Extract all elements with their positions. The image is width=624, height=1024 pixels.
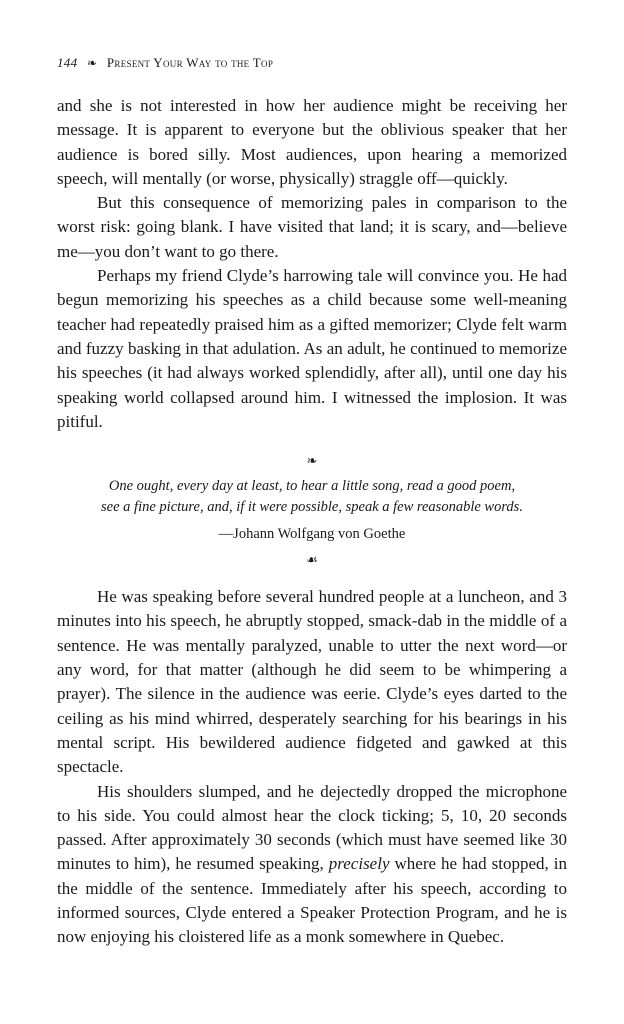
quote-attribution: —Johann Wolfgang von Goethe bbox=[218, 526, 406, 543]
paragraph: But this consequence of memorizing pales in comparison to the worst risk: going blank. I have visited that land; it is scary, and—believe me—you don’t want to go there. bbox=[57, 193, 567, 261]
fleuron-top-icon: ❧ bbox=[306, 453, 318, 469]
quote-line-2: see a fine picture, and, if it were possible, speak a few reasonable words. bbox=[101, 499, 523, 516]
text-run: where he had stopped, in the middle of the sentence. Immediately after his speech, according to informed sources, Clyde entered a Speaker Protection Program, and he is now enjoying his cloistered life as a monk somewhere in Quebec. bbox=[57, 854, 567, 947]
paragraph: and she is not interested in how her audience might be receiving her message. It is apparent to everyone but the oblivious speaker that her audience is bored silly. Most audiences, upon hearing a memorized speech, will mentally (or worse, physically) straggle off—quickly. bbox=[57, 96, 567, 188]
text-run: His shoulders slumped, and he dejectedly dropped the microphone to his side. You could almost hear the clock ticking; 5, 10, 20 seconds passed. After approximately 30 seconds (which must have seemed like 30 minutes to him), he resumed speaking, bbox=[57, 781, 567, 874]
body-text-before bbox=[57, 94, 567, 434]
fleuron-icon: ❧ bbox=[86, 56, 98, 70]
emphasis-text: precisely bbox=[328, 854, 390, 874]
paragraph: He was speaking before several hundred people at a luncheon, and 3 minutes into his speech, he abruptly stopped, smack-dab in the middle of a sentence. He was mentally paralyzed, unable to utter the next word—or any word, for that matter (although he did seem to be whimpering a prayer). The silence in the audience was eerie. Clyde’s eyes darted to the ceiling as his mind whirred, desperately searching for his bearings in his mental script. His bewildered audience fidgeted and gawked at this spectacle. bbox=[57, 587, 567, 777]
running-head bbox=[57, 52, 567, 74]
book-title: Present Your Way to the Top bbox=[106, 55, 274, 70]
paragraph: Perhaps my friend Clyde’s harrowing tale will convince you. He had begun memorizing his speeches as a child because some well-meaning teacher had repeatedly praised him as a gifted memorizer; Clyde felt warm and fuzzy basking in that adulation. As an adult, he continued to memorize his speeches (it had always worked splendidly, after all), until one day his speaking world collapsed around him. I witnessed the implosion. It was pitiful. bbox=[57, 266, 567, 431]
body-text-after bbox=[57, 585, 567, 949]
epigraph-quote bbox=[57, 476, 567, 518]
quote-line-1: One ought, every day at least, to hear a little song, read a good poem, bbox=[108, 478, 516, 495]
page-number: 144 bbox=[57, 55, 78, 70]
book-page bbox=[57, 52, 567, 950]
fleuron-bottom-icon: ☙ bbox=[306, 552, 318, 568]
paragraph-last bbox=[57, 780, 567, 950]
